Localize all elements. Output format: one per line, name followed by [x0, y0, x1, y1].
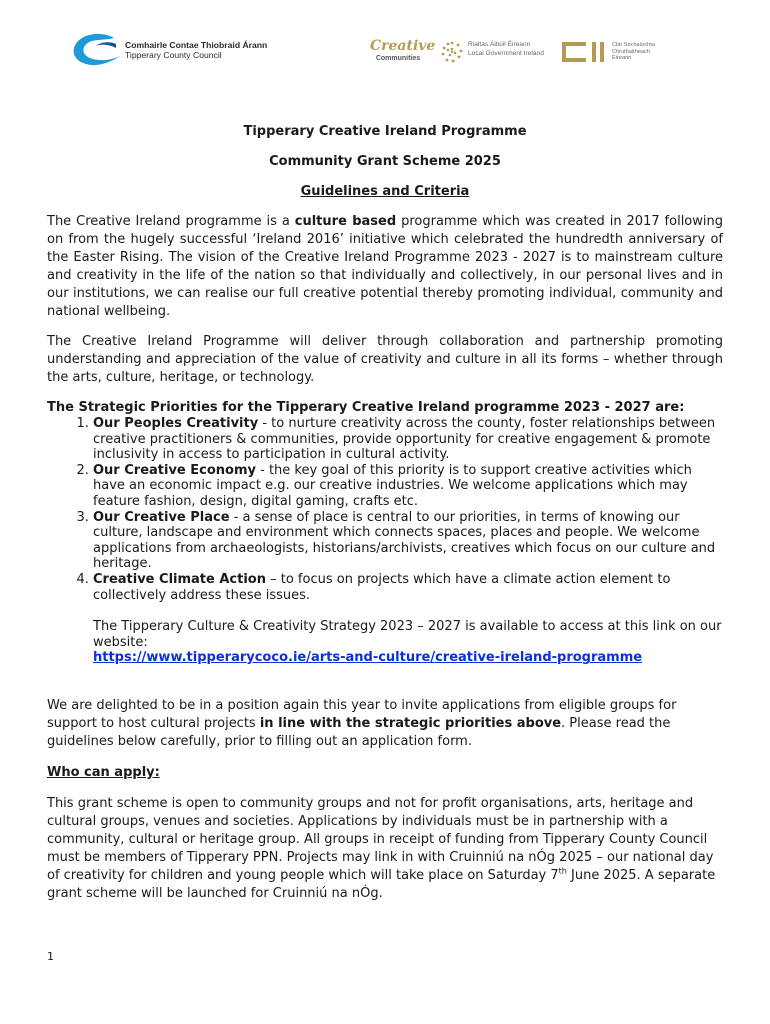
- tipperary-county-council-logo: [70, 32, 300, 72]
- council-name-irish: Comhairle Contae Thiobraid Árann: [125, 40, 268, 50]
- priority-item: [93, 572, 723, 603]
- local-gov-line1: Rialtas Áitiúil Éireann: [468, 41, 531, 48]
- tcc-swirl-icon: [70, 32, 122, 68]
- guidelines-heading: Guidelines and Criteria: [300, 184, 470, 199]
- priority-title: Our Creative Economy: [93, 462, 256, 478]
- who-can-apply-paragraph: [47, 795, 723, 903]
- creative-communities-script: Creative: [370, 38, 436, 54]
- who-text-b: June 2025. A separate grant scheme will be launched for Cruinniú na nÓg.: [47, 867, 716, 901]
- invitation-paragraph: [47, 697, 723, 751]
- council-name-english: Tipperary County Council: [125, 50, 222, 60]
- strategy-text: The Tipperary Culture & Creativity Strategy 2023 – 2027 is available to access at this link on our website:: [93, 619, 722, 650]
- ci-line3: Éireann: [612, 55, 632, 62]
- priorities-heading: The Strategic Priorities for the Tipperary Creative Ireland programme 2023 - 2027 are:: [47, 400, 685, 415]
- priority-text: - the key goal of this priority is to support creative activities which have an economic impact e.g. our creative industries. We welcome applications which may feature fashion, design, digital gaming, crafts etc.: [93, 462, 692, 509]
- invitation-text-a: We are delighted to be in a position again this year to invite applications from eligible groups for support to host cultural projects: [47, 697, 677, 731]
- intro-bold: culture based: [294, 214, 397, 229]
- invitation-bold: in line with the strategic priorities above: [259, 715, 562, 731]
- creative-ireland-mark-icon: [560, 40, 608, 64]
- document-title: Tipperary Creative Ireland Programme: [243, 124, 527, 139]
- ci-line1: Clár Sochaíochta: [612, 42, 655, 48]
- priority-item: [93, 416, 723, 463]
- ci-line2: Chruthaitheach: [612, 48, 650, 55]
- strategy-paragraph: [93, 619, 723, 666]
- creative-communities-logo: [370, 38, 436, 68]
- priority-text: - a sense of place is central to our priorities, in terms of knowing our culture, landscape and environment which connects spaces, places and people. We welcome applications from archaeologists, historians/archivists, creatives which focus on our culture and heritage.: [93, 509, 716, 572]
- ordinal-suffix: th: [558, 866, 567, 876]
- page-number: 1: [47, 950, 54, 963]
- priority-title: Our Peoples Creativity: [93, 416, 259, 431]
- document-body: [47, 123, 723, 903]
- priority-item: [93, 510, 723, 572]
- intro-text-b: programme which was created in 2017 following on from the hugely successful ‘Ireland 2016’ initiative which celebrated the hundredth anniversary of the Easter Rising. The vision of the Creative Ireland Programme 2023 - 2027 is to mainstream culture and creativity in the life of the nation so that individually and collectively, in our personal lives and in our institutions, we can realise our full creative potential thereby promoting individual, community and national wellbeing.: [47, 214, 723, 319]
- intro-paragraph: [47, 213, 723, 321]
- invitation-text-b: . Please read the guidelines below carefully, prior to filling out an application form.: [47, 715, 671, 749]
- strategy-link[interactable]: https://www.tipperarycoco.ie/arts-and-culture/creative-ireland-programme: [93, 650, 643, 666]
- priority-text: - to nurture creativity across the county, foster relationships between creative practitioners & communities, provide opportunity for creative engagement & promote inclusivity in access to participation in cultural activity.: [93, 416, 716, 463]
- priority-title: Creative Climate Action: [93, 571, 266, 587]
- page-header: [0, 28, 770, 78]
- local-gov-line2: Local Government Ireland: [468, 49, 544, 57]
- creative-communities-sub: Communities: [375, 55, 421, 62]
- local-government-logo: [440, 40, 560, 70]
- creative-ireland-logo: [560, 40, 680, 70]
- dotted-circle-icon: [440, 40, 464, 64]
- document-subtitle: Community Grant Scheme 2025: [269, 154, 501, 169]
- priorities-list: [47, 416, 723, 603]
- delivery-paragraph: The Creative Ireland Programme will deliver through collaboration and partnership promoting understanding and appreciation of the value of creativity and culture in all its forms – whether through the arts, culture, heritage, or technology.: [47, 334, 723, 385]
- who-text-a: This grant scheme is open to community groups and not for profit organisations, arts, heritage and cultural groups, venues and societies. Applications by individuals must be in partnership with a community, cultural or heritage group. All groups in receipt of funding from Tipperary County Council must be members of Tipperary PPN. Projects may link in with Cruinniú na nÓg 2025 – our national day of creativity for children and young people which will take place on Saturday 7: [47, 795, 714, 883]
- priority-item: [93, 463, 723, 510]
- priority-title: Our Creative Place: [93, 509, 230, 525]
- who-can-apply-heading: Who can apply:: [47, 764, 160, 780]
- intro-text-a: The Creative Ireland programme is a: [47, 214, 295, 229]
- priority-text: – to focus on projects which have a climate action element to collectively address these issues.: [93, 571, 671, 603]
